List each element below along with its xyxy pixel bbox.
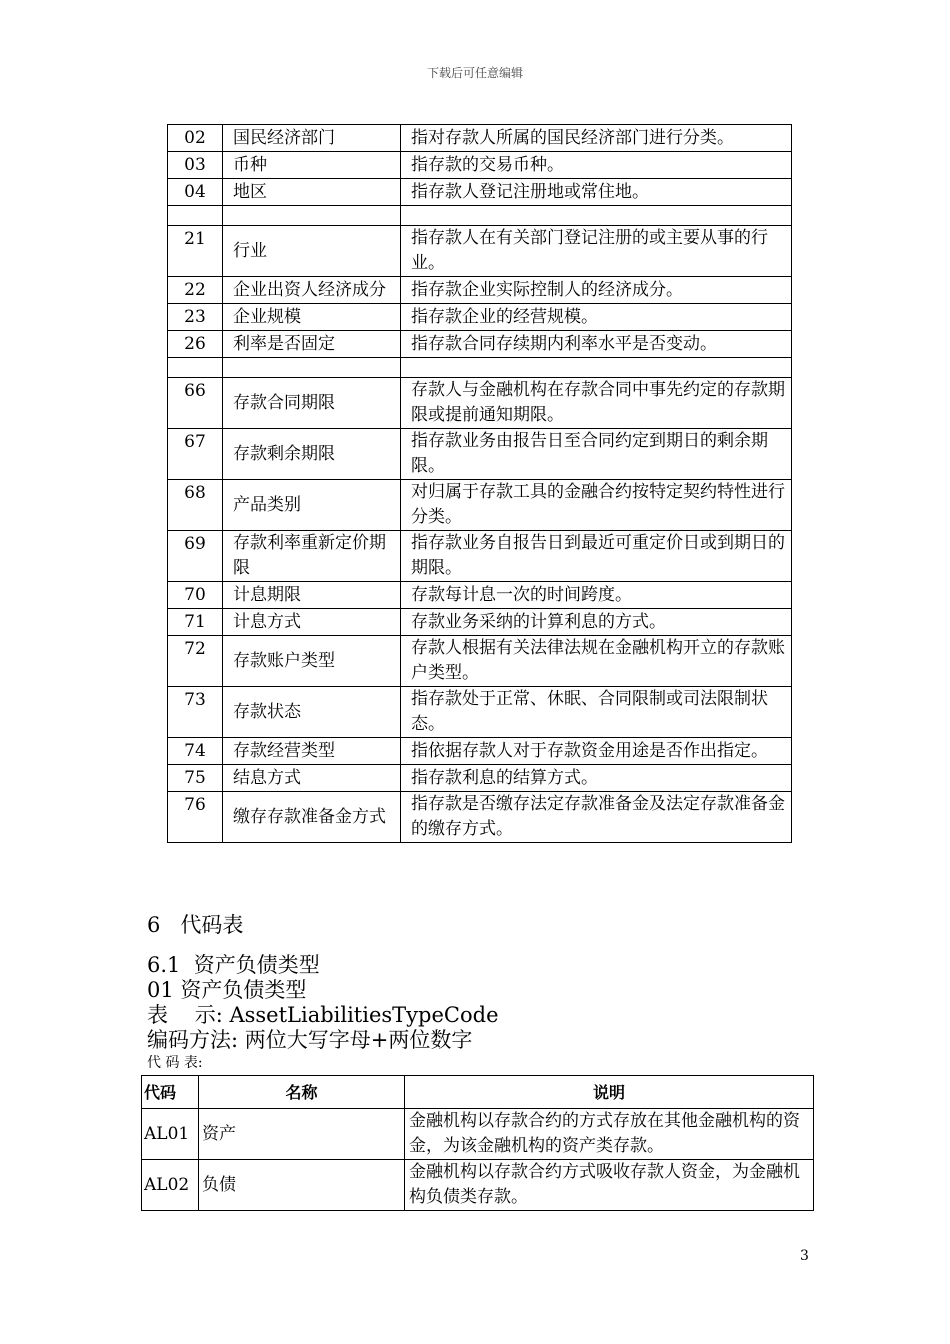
row-code: 03: [168, 152, 223, 179]
header-code: 代码: [142, 1076, 199, 1109]
row-code: 68: [168, 480, 223, 531]
table-row: [168, 206, 792, 226]
row-name: 缴存存款准备金方式: [223, 792, 401, 843]
row-description: 指存款的交易币种。: [401, 152, 792, 179]
row-name: 地区: [223, 179, 401, 206]
row-name: 结息方式: [223, 765, 401, 792]
row-code: 74: [168, 738, 223, 765]
row-description: [401, 206, 792, 226]
row-code: 69: [168, 531, 223, 582]
table-row: [168, 331, 792, 358]
representation-line: 表 示: AssetLiabilitiesTypeCode: [147, 1003, 499, 1027]
row-name: 企业规模: [223, 304, 401, 331]
row-name: 计息期限: [223, 582, 401, 609]
row-code: 70: [168, 582, 223, 609]
table-row: [168, 765, 792, 792]
table-row: [168, 304, 792, 331]
field-table-body: [168, 125, 792, 843]
table-row: [168, 687, 792, 738]
table-row: [168, 179, 792, 206]
header-desc: 说明: [405, 1076, 814, 1109]
encoding-method-line: 编码方法: 两位大写字母+两位数字: [147, 1028, 473, 1052]
row-description: 指存款业务自报告日到最近可重定价日或到期日的期限。: [401, 531, 792, 582]
table-row: [168, 358, 792, 378]
row-description: 指存款企业实际控制人的经济成分。: [401, 277, 792, 304]
field-definition-table: [167, 124, 792, 843]
row-description: 指存款是否缴存法定存款准备金及法定存款准备金的缴存方式。: [401, 792, 792, 843]
row-name: 计息方式: [223, 609, 401, 636]
row-description: 存款每计息一次的时间跨度。: [401, 582, 792, 609]
table-row: [168, 609, 792, 636]
row-description: 指存款企业的经营规模。: [401, 304, 792, 331]
code-table-body: [142, 1109, 814, 1211]
row-name: 利率是否固定: [223, 331, 401, 358]
row-code: 66: [168, 378, 223, 429]
row-description: 金融机构以存款合约方式吸收存款人资金，为金融机构负债类存款。: [405, 1160, 814, 1211]
page-header: 下载后可任意编辑: [426, 66, 523, 80]
row-name: 产品类别: [223, 480, 401, 531]
table-row: [168, 792, 792, 843]
row-code: 73: [168, 687, 223, 738]
row-code: 22: [168, 277, 223, 304]
section-heading: 6 代码表: [147, 913, 244, 937]
table-row: [168, 738, 792, 765]
row-name: 行业: [223, 226, 401, 277]
row-description: 指依据存款人对于存款资金用途是否作出指定。: [401, 738, 792, 765]
row-name: 存款状态: [223, 687, 401, 738]
item-title: 01 资产负债类型: [147, 978, 307, 1002]
row-name: [223, 206, 401, 226]
table-row: [142, 1160, 814, 1211]
row-description: 指存款合同存续期内利率水平是否变动。: [401, 331, 792, 358]
row-code: [168, 358, 223, 378]
table-row: [168, 152, 792, 179]
row-name: 国民经济部门: [223, 125, 401, 152]
table-row: [168, 636, 792, 687]
row-code: 72: [168, 636, 223, 687]
row-name: 存款利率重新定价期限: [223, 531, 401, 582]
table-row: [168, 378, 792, 429]
row-name: 存款合同期限: [223, 378, 401, 429]
header-name: 名称: [199, 1076, 405, 1109]
table-row: [168, 277, 792, 304]
row-name: 存款剩余期限: [223, 429, 401, 480]
row-description: 金融机构以存款合约的方式存放在其他金融机构的资金，为该金融机构的资产类存款。: [405, 1109, 814, 1160]
row-code: 21: [168, 226, 223, 277]
table-row: [168, 226, 792, 277]
code-table-header-row: [142, 1076, 814, 1109]
row-description: 指存款人登记注册地或常住地。: [401, 179, 792, 206]
row-name: 资产: [199, 1109, 405, 1160]
row-code: 75: [168, 765, 223, 792]
table-row: [142, 1109, 814, 1160]
row-code: 67: [168, 429, 223, 480]
row-description: 指存款利息的结算方式。: [401, 765, 792, 792]
row-name: 存款账户类型: [223, 636, 401, 687]
page-number: 3: [800, 1248, 809, 1264]
subsection-heading: 6.1 资产负债类型: [147, 953, 320, 977]
code-table-label: 代 码 表:: [147, 1055, 203, 1071]
row-code: 04: [168, 179, 223, 206]
row-description: 存款业务采纳的计算利息的方式。: [401, 609, 792, 636]
row-code: 26: [168, 331, 223, 358]
table-row: [168, 582, 792, 609]
row-name: 存款经营类型: [223, 738, 401, 765]
row-code: [168, 206, 223, 226]
row-description: 指存款业务由报告日至合同约定到期日的剩余期限。: [401, 429, 792, 480]
row-description: 指存款处于正常、休眠、合同限制或司法限制状态。: [401, 687, 792, 738]
code-table: [141, 1075, 814, 1211]
table-row: [168, 429, 792, 480]
row-code: 71: [168, 609, 223, 636]
row-code: 23: [168, 304, 223, 331]
row-code: 02: [168, 125, 223, 152]
row-description: 对归属于存款工具的金融合约按特定契约特性进行分类。: [401, 480, 792, 531]
row-name: 企业出资人经济成分: [223, 277, 401, 304]
table-row: [168, 125, 792, 152]
row-name: [223, 358, 401, 378]
row-name: 负债: [199, 1160, 405, 1211]
row-description: 指对存款人所属的国民经济部门进行分类。: [401, 125, 792, 152]
row-description: 指存款人在有关部门登记注册的或主要从事的行业。: [401, 226, 792, 277]
row-code: AL02: [142, 1160, 199, 1211]
row-description: 存款人根据有关法律法规在金融机构开立的存款账户类型。: [401, 636, 792, 687]
row-description: [401, 358, 792, 378]
row-code: 76: [168, 792, 223, 843]
row-code: AL01: [142, 1109, 199, 1160]
row-name: 币种: [223, 152, 401, 179]
row-description: 存款人与金融机构在存款合同中事先约定的存款期限或提前通知期限。: [401, 378, 792, 429]
table-row: [168, 531, 792, 582]
table-row: [168, 480, 792, 531]
